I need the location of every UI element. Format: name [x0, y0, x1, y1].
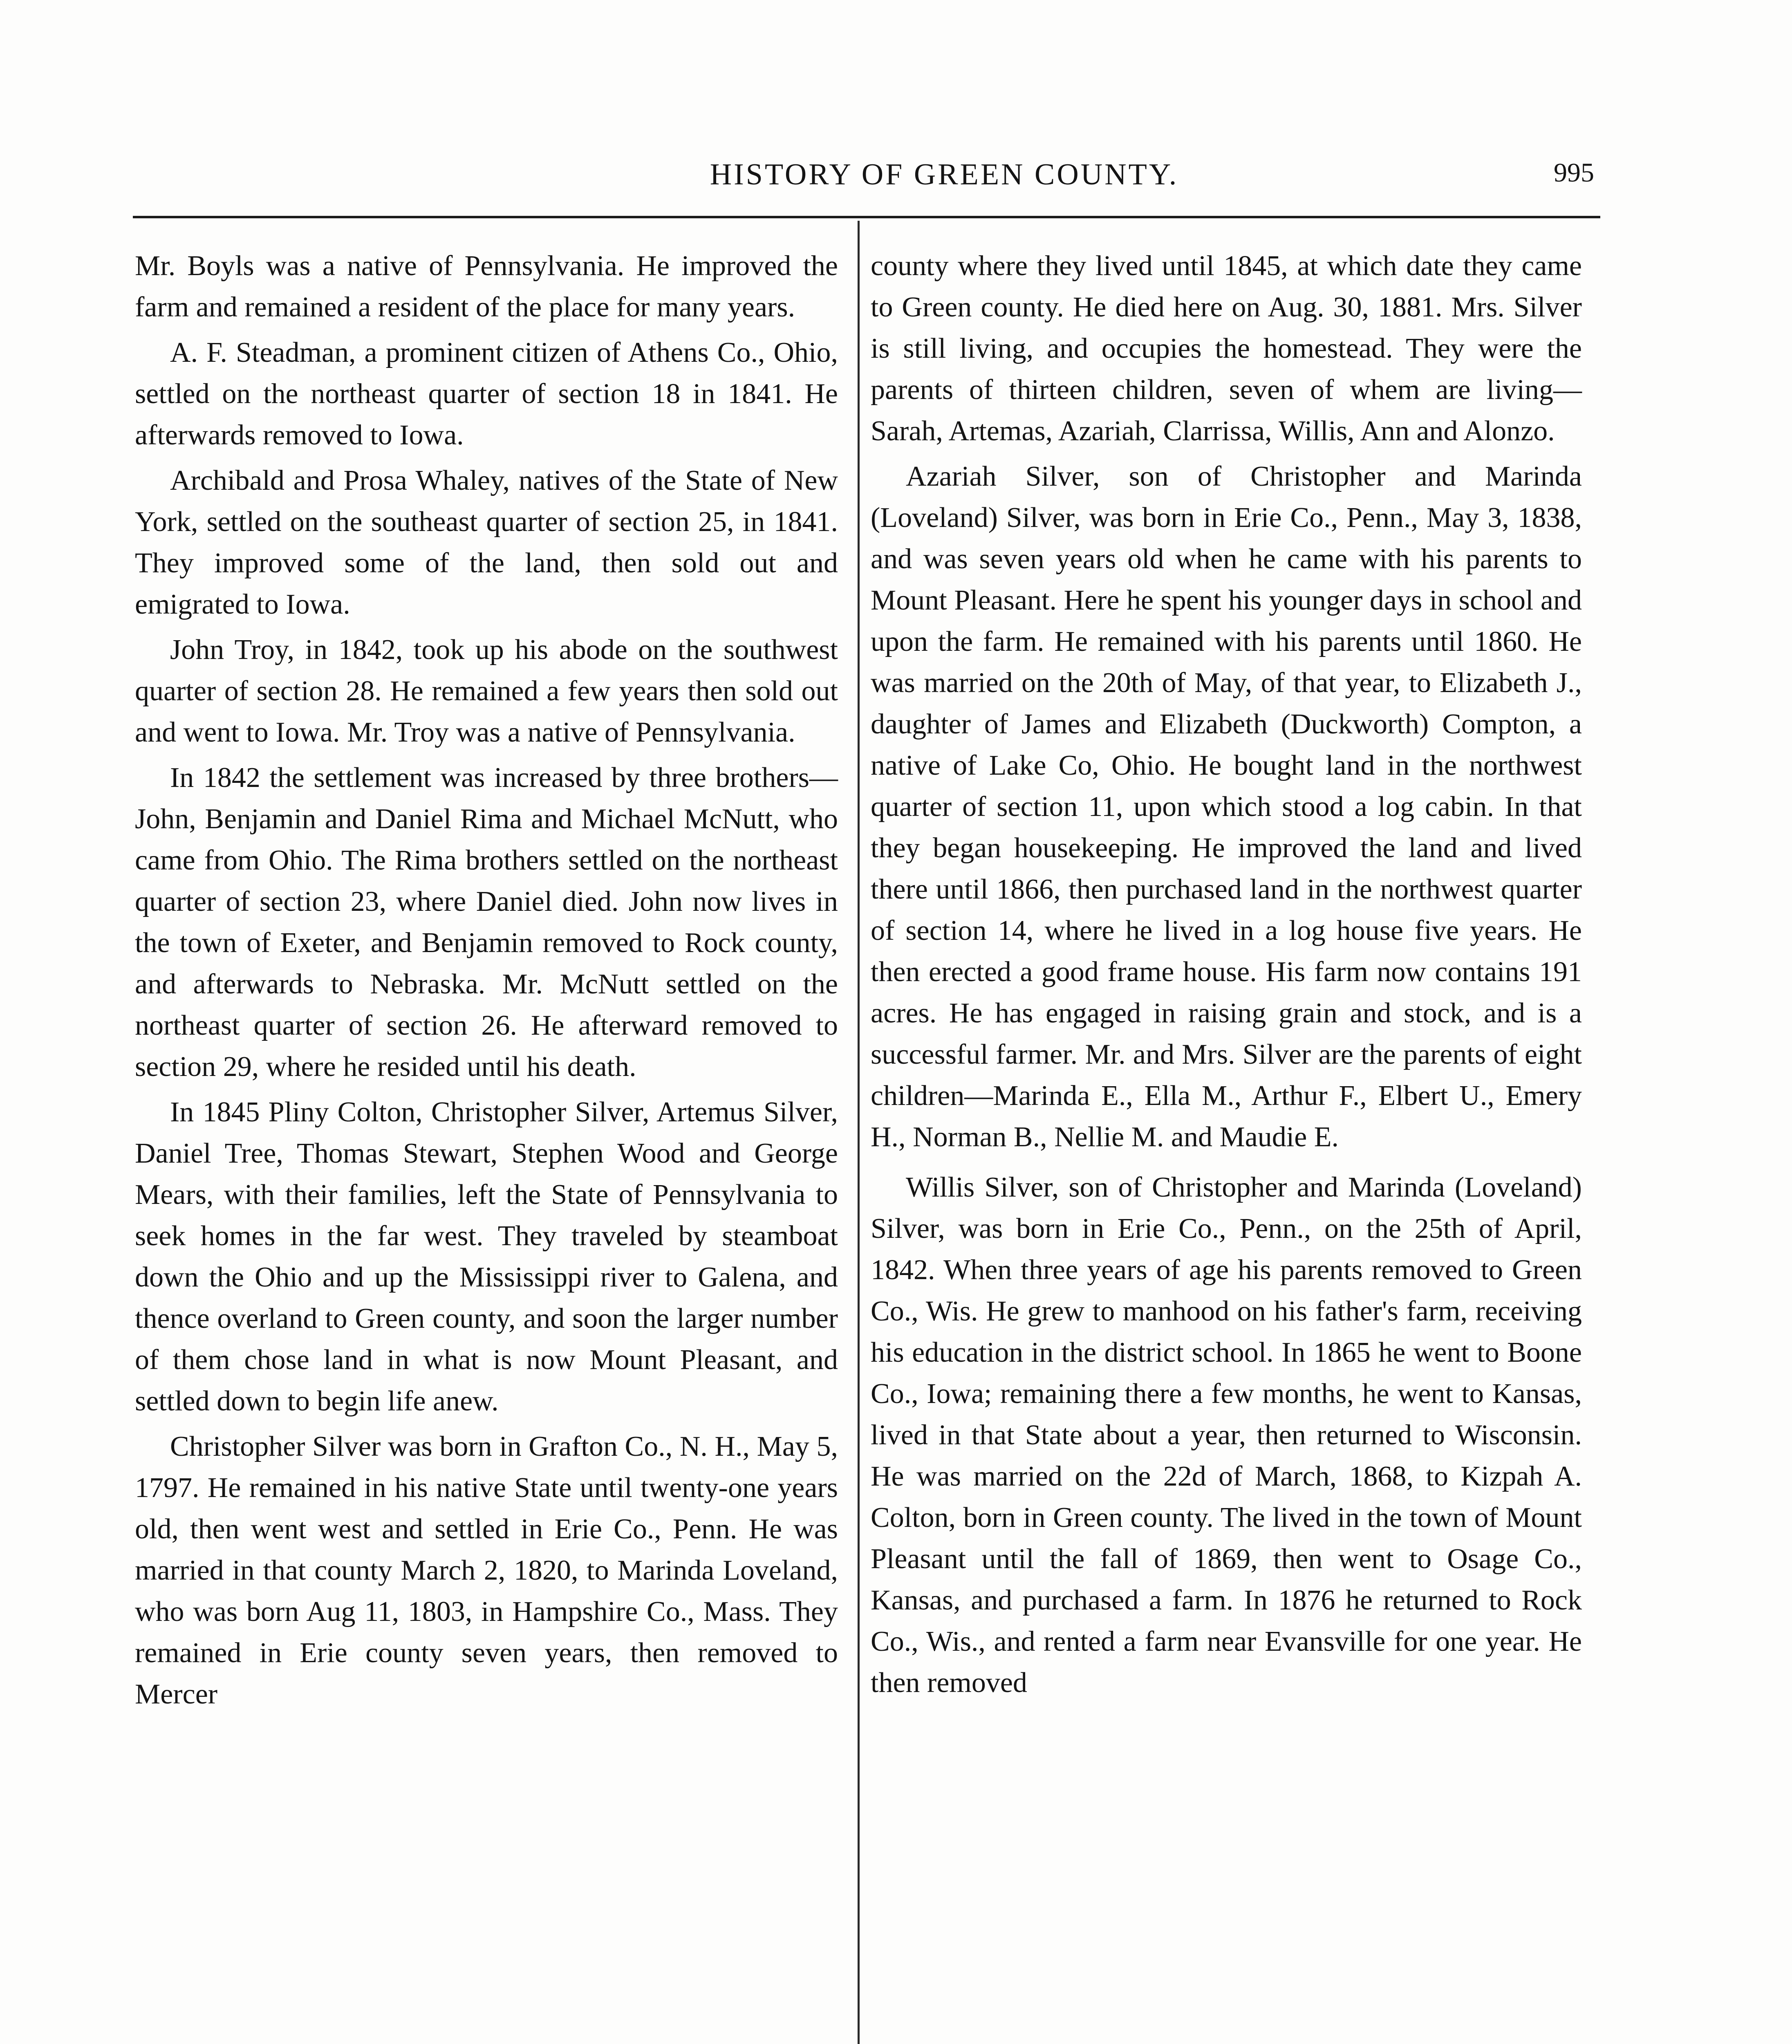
page-number: 995 [1554, 158, 1594, 188]
left-column [135, 245, 838, 1715]
paragraph-willis-silver: Willis Silver, son of Christopher and Marinda (Loveland) Silver, was born in Erie Co., Penn., on the 25th of April, 1842. When three years of age his parents removed to Green Co., Wis. He grew to manhood on his father's farm, receiving his education in the district school. In 1865 he went to Boone Co., Iowa; remaining there a few months, he went to Kansas, lived in that State about a year, then returned to Wisconsin. He was married on the 22d of March, 1868, to Kizpah A. Colton, born in Green county. The lived in the town of Mount Pleasant until the fall of 1869, then went to Osage Co., Kansas, and purchased a farm. In 1876 he returned to Rock Co., Wis., and rented a farm near Evansville for one year. He then removed [871, 1172, 1582, 1699]
paragraph-silver-continued: county where they lived until 1845, at which date they came to Green county. He died here on Aug. 30, 1881. Mrs. Silver is still living, and occupies the homestead. They were the parents of thirteen children, seven of whem are living—Sarah, Artemas, Azariah, Clarrissa, Willis, Ann and Alonzo. [871, 250, 1582, 447]
header-rule [133, 216, 1600, 218]
paragraph-boyls: Mr. Boyls was a native of Pennsylvania. He improved the farm and remained a resident of the place for many years. [135, 250, 838, 323]
paragraph-steadman: A. F. Steadman, a prominent citizen of Athens Co., Ohio, settled on the northeast quarter of section 18 in 1841. He afterwards removed to Iowa. [135, 337, 838, 451]
paragraph-christopher-silver: Christopher Silver was born in Grafton Co., N. H., May 5, 1797. He remained in his native State until twenty-one years old, then went west and settled in Erie Co., Penn. He was married in that county March 2, 1820, to Marinda Loveland, who was born Aug 11, 1803, in Hampshire Co., Mass. They remained in Erie county seven years, then removed to Mercer [135, 1431, 838, 1710]
paragraph-troy: John Troy, in 1842, took up his abode on the southwest quarter of section 28. He remained a few years then sold out and went to Iowa. Mr. Troy was a native of Pennsylvania. [135, 634, 838, 748]
paragraph-azariah-silver: Azariah Silver, son of Christopher and Marinda (Loveland) Silver, was born in Erie Co., Penn., May 3, 1838, and was seven years old when he came with his parents to Mount Pleasant. Here he spent his younger days in school and upon the farm. He remained with his parents until 1860. He was married on the 20th of May, of that year, to Elizabeth J., daughter of James and Elizabeth (Duckworth) Compton, a native of Lake Co, Ohio. He bought land in the northwest quarter of section 11, upon which stood a log cabin. In that they began housekeeping. He improved the land and lived there until 1866, then purchased land in the northwest quarter of section 14, where he lived in a log house five years. He then erected a good frame house. His farm now contains 191 acres. He has engaged in raising grain and stock, and is a successful farmer. Mr. and Mrs. Silver are the parents of eight children—Marinda E., Ella M., Arthur F., Elbert U., Emery H., Norman B., Nellie M. and Maudie E. [871, 461, 1582, 1153]
paragraph-1845-settlers: In 1845 Pliny Colton, Christopher Silver, Artemus Silver, Daniel Tree, Thomas Stewart, Stephen Wood and George Mears, with their families, left the State of Pennsylvania to seek homes in the far west. They traveled by steamboat down the Ohio and up the Mississippi river to Galena, and thence overland to Green county, and soon the larger number of them chose land in what is now Mount Pleasant, and settled down to begin life anew. [135, 1096, 838, 1417]
paragraph-whaley: Archibald and Prosa Whaley, natives of the State of New York, settled on the southeast quarter of section 25, in 1841. They improved some of the land, then sold out and emigrated to Iowa. [135, 465, 838, 620]
paragraph-rima-brothers: In 1842 the settlement was increased by three brothers—John, Benjamin and Daniel Rima and Michael McNutt, who came from Ohio. The Rima brothers settled on the northeast quarter of section 23, where Daniel died. John now lives in the town of Exeter, and Benjamin removed to Rock county, and afterwards to Nebraska. Mr. McNutt settled on the northeast quarter of section 26. He afterward removed to section 29, where he resided until his death. [135, 762, 838, 1083]
column-divider [858, 221, 860, 2044]
running-title: HISTORY OF GREEN COUNTY. [710, 158, 1179, 191]
right-column [871, 245, 1582, 1703]
running-head [135, 157, 1594, 198]
